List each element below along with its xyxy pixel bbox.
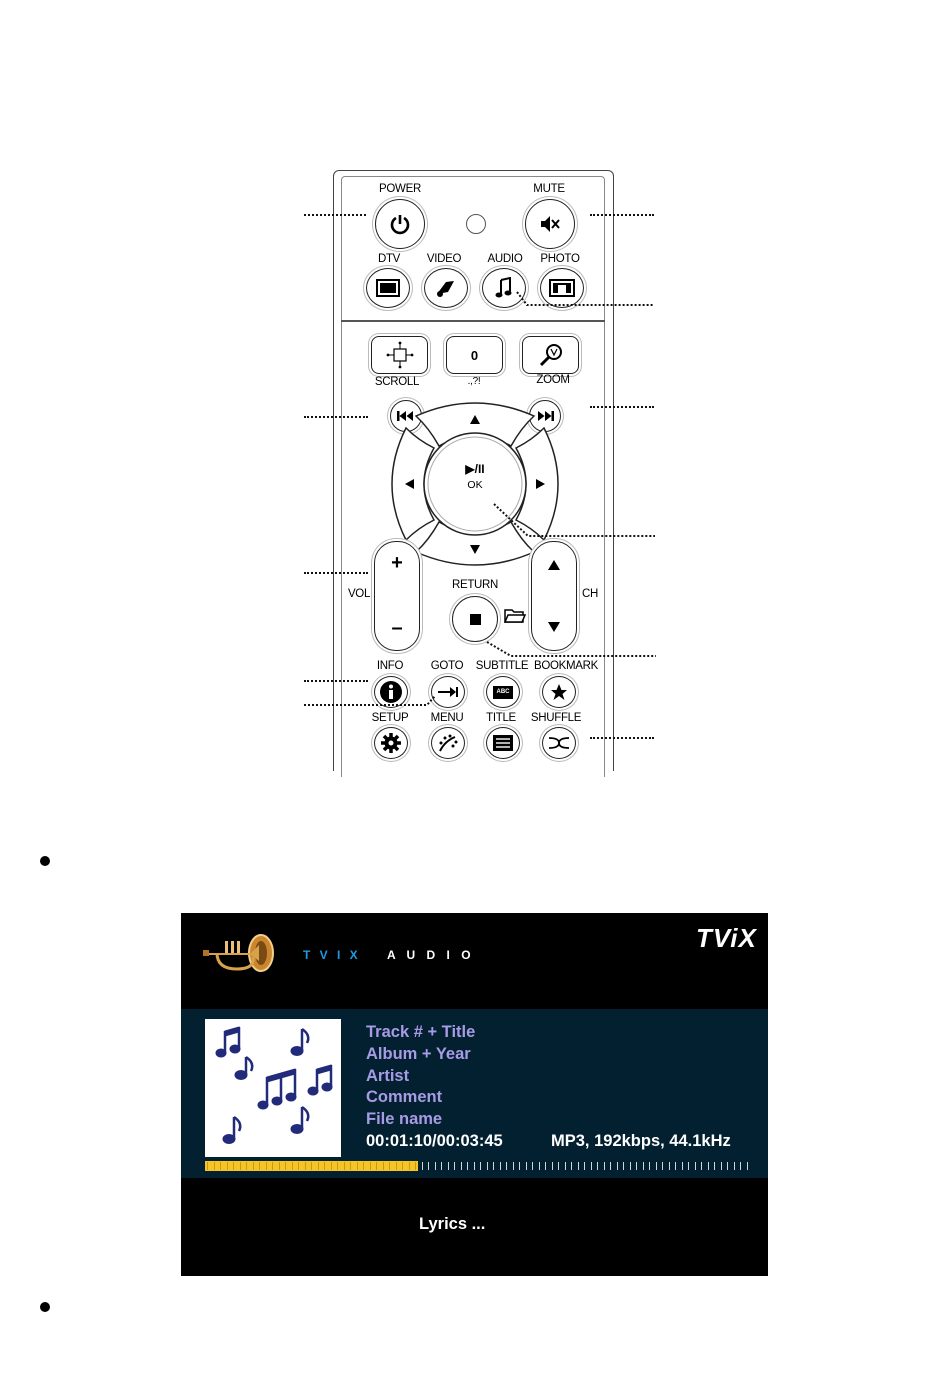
progress-tick bbox=[344, 1162, 345, 1170]
video-label: VIDEO bbox=[426, 253, 462, 265]
progress-tick bbox=[558, 1162, 559, 1170]
progress-tick bbox=[467, 1162, 468, 1170]
progress-tick bbox=[441, 1162, 442, 1170]
callout-line-mute bbox=[590, 214, 654, 216]
progress-tick bbox=[695, 1162, 696, 1170]
bullet-point bbox=[40, 856, 50, 866]
progress-tick bbox=[396, 1162, 397, 1170]
progress-tick bbox=[513, 1162, 514, 1170]
zero-label: 0 bbox=[470, 347, 479, 363]
zero-sub-label: .,?! bbox=[467, 376, 481, 387]
ok-label: OK bbox=[467, 479, 483, 491]
progress-tick bbox=[246, 1162, 247, 1170]
progress-tick bbox=[279, 1162, 280, 1170]
progress-tick bbox=[474, 1162, 475, 1170]
progress-tick bbox=[630, 1162, 631, 1170]
progress-tick bbox=[240, 1162, 241, 1170]
progress-tick bbox=[701, 1162, 702, 1170]
trumpet-icon bbox=[203, 931, 275, 979]
zoom-button[interactable] bbox=[522, 336, 579, 374]
progress-tick bbox=[253, 1162, 254, 1170]
progress-tick bbox=[480, 1162, 481, 1170]
progress-tick bbox=[233, 1162, 234, 1170]
setup-label: SETUP bbox=[371, 712, 409, 724]
progress-tick bbox=[675, 1162, 676, 1170]
setup-icon bbox=[380, 732, 402, 754]
progress-tick bbox=[708, 1162, 709, 1170]
progress-tick bbox=[610, 1162, 611, 1170]
zero-button[interactable] bbox=[446, 336, 503, 374]
progress-tick bbox=[370, 1162, 371, 1170]
mute-button[interactable] bbox=[525, 199, 575, 249]
progress-tick bbox=[227, 1162, 228, 1170]
stop-icon bbox=[470, 614, 481, 625]
lyrics-text: Lyrics ... bbox=[419, 1215, 486, 1233]
playback-time: 00:01:10/00:03:45 bbox=[366, 1132, 503, 1150]
audio-player-screen bbox=[181, 913, 768, 1276]
scroll-label: SCROLL bbox=[374, 376, 420, 388]
progress-tick bbox=[519, 1162, 520, 1170]
progress-tick bbox=[565, 1162, 566, 1170]
progress-tick bbox=[662, 1162, 663, 1170]
progress-tick bbox=[292, 1162, 293, 1170]
volume-rocker[interactable]: + – bbox=[374, 541, 420, 651]
title-button[interactable] bbox=[486, 727, 520, 759]
progress-tick bbox=[714, 1162, 715, 1170]
progress-tick bbox=[578, 1162, 579, 1170]
return-label: RETURN bbox=[451, 579, 499, 591]
progress-tick bbox=[376, 1162, 377, 1170]
progress-tick bbox=[266, 1162, 267, 1170]
progress-tick bbox=[383, 1162, 384, 1170]
progress-tick bbox=[682, 1162, 683, 1170]
dtv-icon bbox=[376, 279, 400, 297]
power-icon bbox=[389, 213, 411, 235]
zoom-label: ZOOM bbox=[536, 374, 570, 386]
tvix-logo: TViX bbox=[696, 923, 757, 953]
photo-label: PHOTO bbox=[540, 253, 580, 265]
shuffle-button[interactable] bbox=[542, 727, 576, 759]
bookmark-label: BOOKMARK bbox=[533, 660, 599, 672]
subtitle-button[interactable] bbox=[486, 676, 520, 708]
progress-tick bbox=[740, 1162, 741, 1170]
mute-icon bbox=[538, 213, 562, 235]
scroll-icon bbox=[385, 340, 415, 370]
video-icon bbox=[434, 278, 458, 298]
brand-tvix-word: T V I X bbox=[303, 948, 361, 962]
goto-icon bbox=[437, 686, 459, 698]
power-button[interactable] bbox=[375, 199, 425, 249]
comment: Comment bbox=[366, 1088, 443, 1106]
progress-tick bbox=[363, 1162, 364, 1170]
power-label: POWER bbox=[379, 183, 421, 195]
goto-label: GOTO bbox=[430, 660, 464, 672]
video-button[interactable] bbox=[424, 268, 468, 308]
track-title: Track # + Title bbox=[366, 1023, 476, 1041]
progress-tick bbox=[285, 1162, 286, 1170]
progress-tick bbox=[422, 1162, 423, 1170]
progress-tick bbox=[623, 1162, 624, 1170]
audio-format: MP3, 192kbps, 44.1kHz bbox=[551, 1132, 731, 1150]
progress-tick bbox=[487, 1162, 488, 1170]
title-icon bbox=[493, 735, 513, 751]
callout-line-audio bbox=[515, 290, 655, 308]
progress-tick bbox=[649, 1162, 650, 1170]
progress-tick bbox=[435, 1162, 436, 1170]
album-art bbox=[205, 1019, 341, 1157]
callout-line-ok bbox=[492, 502, 656, 538]
folder-icon bbox=[504, 606, 526, 624]
progress-tick bbox=[220, 1162, 221, 1170]
stop-button[interactable] bbox=[452, 596, 498, 642]
album-year: Album + Year bbox=[366, 1045, 471, 1063]
callout-line-info bbox=[304, 680, 368, 682]
setup-button[interactable] bbox=[374, 727, 408, 759]
bookmark-button[interactable] bbox=[542, 676, 576, 708]
progress-tick bbox=[545, 1162, 546, 1170]
menu-label: MENU bbox=[430, 712, 464, 724]
progress-tick bbox=[357, 1162, 358, 1170]
progress-tick bbox=[727, 1162, 728, 1170]
progress-tick bbox=[402, 1162, 403, 1170]
progress-tick bbox=[298, 1162, 299, 1170]
callout-line-vol bbox=[304, 572, 368, 574]
vol-label: VOL bbox=[347, 588, 371, 600]
bookmark-icon bbox=[549, 682, 569, 702]
progress-tick bbox=[734, 1162, 735, 1170]
progress-tick bbox=[597, 1162, 598, 1170]
indicator-led bbox=[466, 214, 486, 234]
progress-tick bbox=[389, 1162, 390, 1170]
progress-tick bbox=[318, 1162, 319, 1170]
bullet-point bbox=[40, 1302, 50, 1312]
abc-text: ABC bbox=[496, 689, 510, 695]
progress-tick bbox=[591, 1162, 592, 1170]
audio-icon bbox=[494, 277, 514, 299]
progress-tick bbox=[604, 1162, 605, 1170]
zoom-icon bbox=[537, 342, 565, 368]
callout-line-goto bbox=[303, 694, 437, 708]
progress-tick bbox=[259, 1162, 260, 1170]
callout-line-prev bbox=[304, 416, 368, 418]
progress-tick bbox=[656, 1162, 657, 1170]
play-pause-label: ▶/II bbox=[465, 462, 485, 476]
dtv-button[interactable] bbox=[366, 268, 410, 308]
audio-label: AUDIO bbox=[487, 253, 523, 265]
callout-line-return bbox=[485, 640, 657, 658]
progress-tick bbox=[721, 1162, 722, 1170]
progress-tick bbox=[324, 1162, 325, 1170]
progress-tick bbox=[428, 1162, 429, 1170]
file-name: File name bbox=[366, 1110, 443, 1128]
progress-tick bbox=[337, 1162, 338, 1170]
shuffle-icon bbox=[548, 736, 570, 750]
callout-line-shuffle bbox=[590, 737, 654, 739]
progress-tick bbox=[415, 1162, 416, 1170]
progress-tick bbox=[747, 1162, 748, 1170]
progress-tick bbox=[669, 1162, 670, 1170]
progress-tick bbox=[305, 1162, 306, 1170]
progress-tick bbox=[688, 1162, 689, 1170]
progress-tick bbox=[526, 1162, 527, 1170]
dtv-label: DTV bbox=[377, 253, 401, 265]
shuffle-label: SHUFFLE bbox=[530, 712, 582, 724]
channel-rocker[interactable] bbox=[531, 541, 577, 651]
callout-line-next bbox=[590, 406, 654, 408]
progress-tick bbox=[584, 1162, 585, 1170]
music-notes-icon bbox=[205, 1019, 341, 1157]
scroll-button[interactable] bbox=[371, 336, 428, 374]
info-label: INFO bbox=[376, 660, 404, 672]
menu-button[interactable] bbox=[431, 727, 465, 759]
progress-tick bbox=[272, 1162, 273, 1170]
progress-tick bbox=[539, 1162, 540, 1170]
subtitle-label: SUBTITLE bbox=[475, 660, 529, 672]
progress-bar[interactable] bbox=[205, 1161, 751, 1171]
progress-tick bbox=[552, 1162, 553, 1170]
progress-tick bbox=[532, 1162, 533, 1170]
progress-tick bbox=[617, 1162, 618, 1170]
ch-label: CH bbox=[581, 588, 599, 600]
progress-tick bbox=[493, 1162, 494, 1170]
title-label: TITLE bbox=[486, 712, 516, 724]
mute-label: MUTE bbox=[533, 183, 565, 195]
callout-line-power bbox=[304, 214, 366, 216]
progress-tick bbox=[643, 1162, 644, 1170]
subtitle-icon bbox=[493, 686, 513, 699]
brand-audio-word: A U D I O bbox=[387, 948, 475, 962]
progress-tick bbox=[214, 1162, 215, 1170]
progress-tick bbox=[636, 1162, 637, 1170]
progress-tick bbox=[207, 1162, 208, 1170]
progress-tick bbox=[311, 1162, 312, 1170]
menu-icon bbox=[437, 733, 459, 753]
progress-tick bbox=[350, 1162, 351, 1170]
progress-tick bbox=[571, 1162, 572, 1170]
artist: Artist bbox=[366, 1067, 410, 1085]
progress-tick bbox=[409, 1162, 410, 1170]
progress-tick bbox=[448, 1162, 449, 1170]
progress-tick bbox=[506, 1162, 507, 1170]
progress-tick bbox=[331, 1162, 332, 1170]
progress-tick bbox=[454, 1162, 455, 1170]
progress-tick bbox=[461, 1162, 462, 1170]
progress-tick bbox=[500, 1162, 501, 1170]
